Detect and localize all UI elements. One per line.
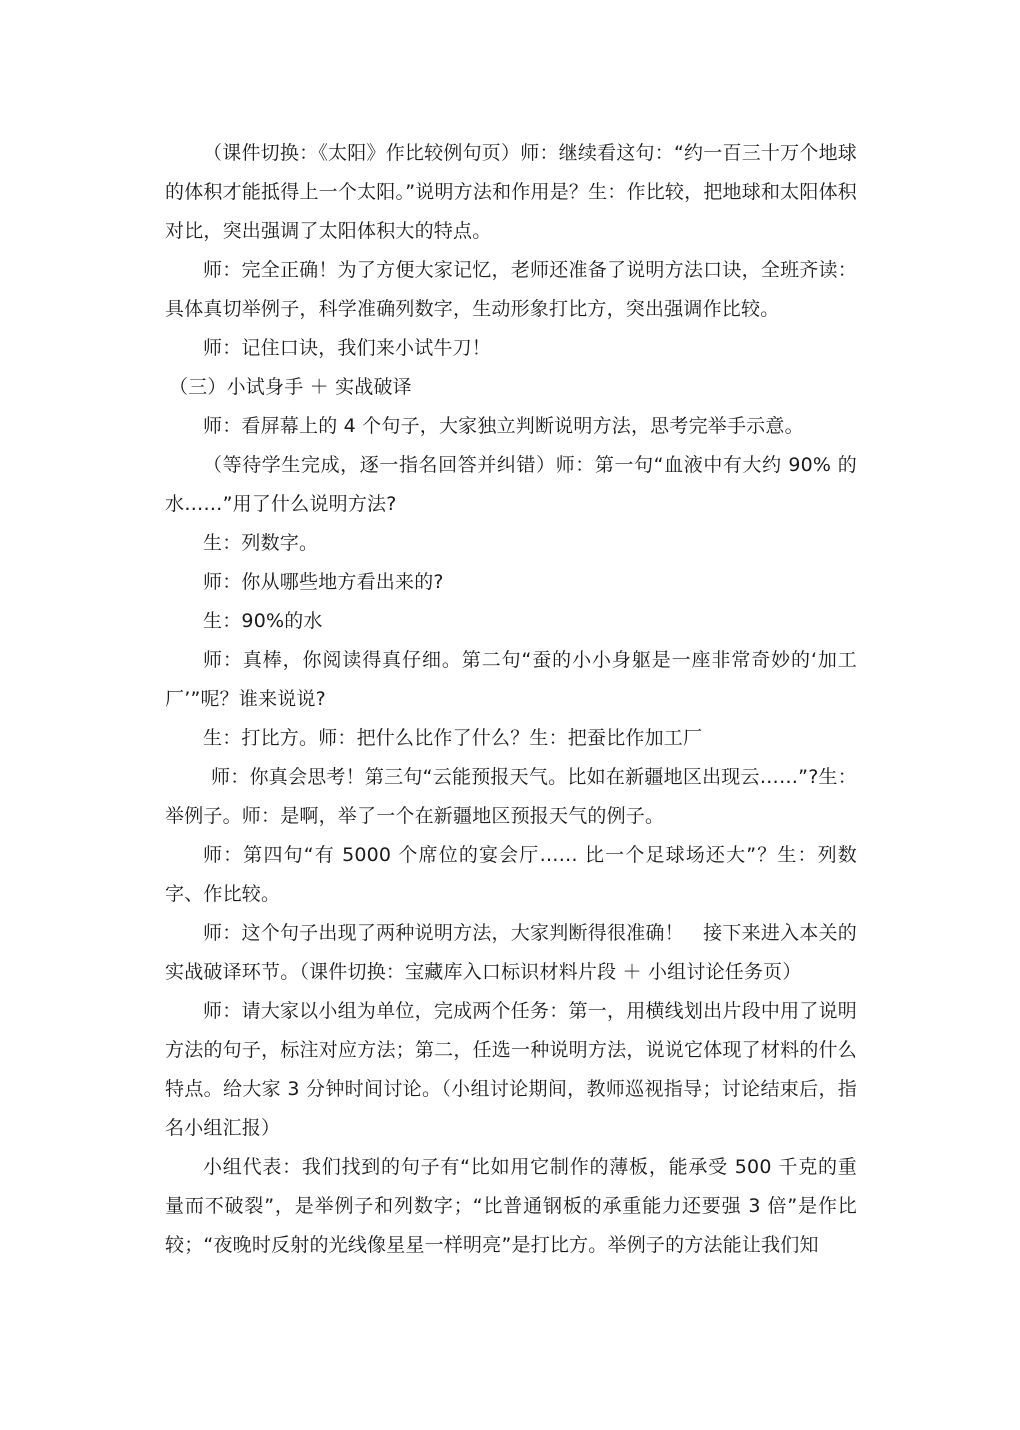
paragraph-group-task: 师：请大家以小组为单位，完成两个任务：第一，用横线划出片段中用了说明方法的句子，标注对应方法；第二，任选一种说明方法，说说它体现了材料的什么特点。给大家 3 分钟时间讨论。（小组讨论期间，教师巡视指导；讨论结束后，指名小组汇报）	[165, 1000, 857, 1139]
paragraph-two-methods: 师：这个句子出现了两种说明方法，大家判断得很准确！ 接下来进入本关的实战破译环节。（课件切换：宝藏库入口标识材料片段 ＋ 小组讨论任务页）	[165, 922, 857, 983]
paragraph-answer-numbers: 生：列数字。	[203, 532, 319, 554]
paragraph-metaphor: 生：打比方。师：把什么比作了什么？生：把蚕比作加工厂	[203, 727, 703, 749]
paragraph-courseware-sun: （课件切换：《太阳》作比较例句页）师：继续看这句：“约一百三十万个地球的体积才能抵得上一个太阳。”说明方法和作用是？生：作比较，把地球和太阳体积对比，突出强调了太阳体积大的特点。	[165, 142, 857, 242]
paragraph-third-sentence: 师：你真会思考！第三句“云能预报天气。比如在新疆地区出现云……”?生：举例子。师：是啊，举了一个在新疆地区预报天气的例子。	[165, 766, 857, 827]
paragraph-first-sentence: （等待学生完成，逐一指名回答并纠错）师：第一句“血液中有大约 90% 的水……”用了什么说明方法?	[165, 454, 857, 515]
paragraph-group-report: 小组代表：我们找到的句子有“比如用它制作的薄板，能承受 500 千克的重量而不破裂”，是举例子和列数字；“比普通钢板的承重能力还要强 3 倍”是作比较；“夜晚时反射的光线像星星一样明亮”是打比方。举例子的方法能让我们知	[165, 1156, 857, 1256]
paragraph-try-it: 师：记住口诀，我们来小试牛刀！	[203, 337, 492, 359]
paragraph-question-where: 师：你从哪些地方看出来的?	[203, 571, 444, 593]
paragraph-mnemonic: 师：完全正确！为了方便大家记忆，老师还准备了说明方法口诀，全班齐读：具体真切举例子，科学准确列数字，生动形象打比方，突出强调作比较。	[165, 259, 857, 320]
paragraph-second-sentence: 师：真棒，你阅读得真仔细。第二句“蚕的小小身躯是一座非常奇妙的‘加工厂’”呢？谁来说说?	[165, 649, 857, 710]
document-page	[165, 134, 857, 1265]
paragraph-fourth-sentence: 师：第四句“有 5000 个席位的宴会厅…… 比一个足球场还大”？生：列数字、作比较。	[165, 844, 857, 905]
paragraph-answer-90: 生：90%的水	[203, 610, 323, 632]
paragraph-four-sentences: 师：看屏幕上的 4 个句子，大家独立判断说明方法，思考完举手示意。	[203, 415, 804, 437]
section-heading: （三）小试身手 ＋ 实战破译	[169, 376, 412, 398]
